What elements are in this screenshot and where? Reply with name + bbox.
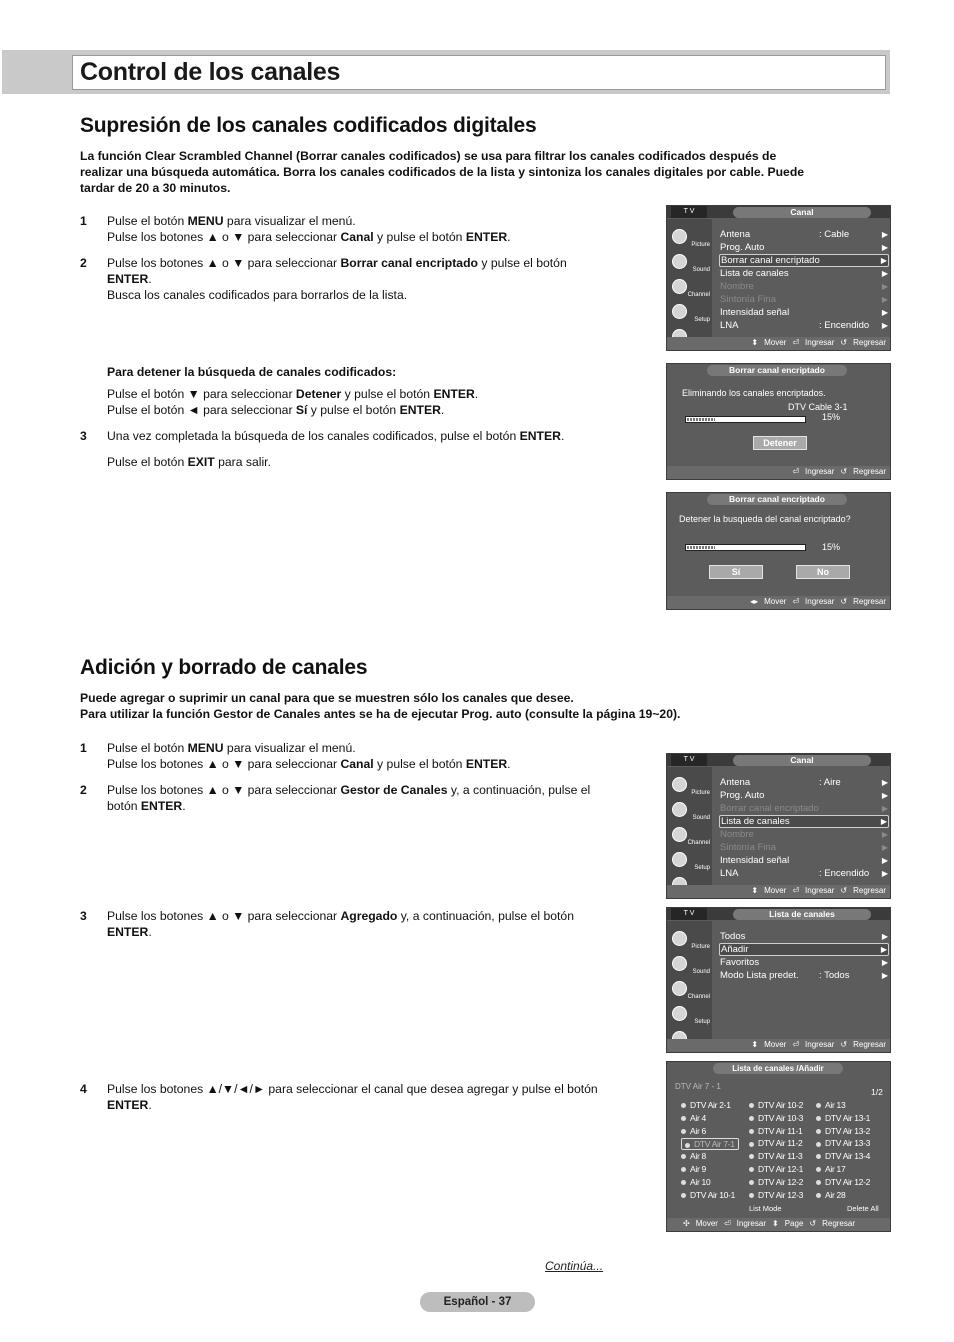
channel-icon xyxy=(672,279,687,294)
arrow-right-icon: ▶ xyxy=(881,804,888,813)
channel-add-icon xyxy=(749,1142,754,1147)
intro-line: tardar de 20 a 30 minutos. xyxy=(80,181,231,195)
channel-add-icon xyxy=(816,1193,821,1198)
osd-title: Canal xyxy=(733,755,871,766)
menu-item-label: Lista de canales xyxy=(720,268,789,279)
menu-item-label: Modo Lista predet. xyxy=(720,970,799,981)
move-icon: ✣ xyxy=(683,1219,690,1228)
channel-add-icon xyxy=(749,1116,754,1121)
channel-name: Air 28 xyxy=(825,1189,846,1200)
osd-menu-item[interactable] xyxy=(719,854,889,867)
osd-canal-menu-cable xyxy=(666,205,891,351)
step-line: Pulse el botón MENU para visualizar el menú. xyxy=(107,741,356,755)
channel-cell[interactable] xyxy=(681,1164,706,1174)
osd-canal-menu-air xyxy=(666,753,891,899)
no-button[interactable]: No xyxy=(796,565,850,579)
arrow-right-icon: ▶ xyxy=(881,791,888,800)
channel-name: Air 10 xyxy=(690,1176,711,1187)
menu-item-label: Sintonía Fina xyxy=(720,842,776,853)
channel-name: DTV Air 12-2 xyxy=(758,1176,804,1187)
channel-cell[interactable] xyxy=(816,1113,870,1123)
arrow-right-icon: ▶ xyxy=(881,282,888,291)
channel-cell[interactable] xyxy=(816,1177,870,1187)
channel-icon xyxy=(672,981,687,996)
osd-menu-item[interactable] xyxy=(719,956,889,969)
osd-menu-item[interactable] xyxy=(719,815,889,828)
osd-side-setup[interactable]: Setup xyxy=(670,302,710,324)
yes-button[interactable]: Sí xyxy=(709,565,763,579)
osd-title: Lista de canales /Añadir xyxy=(713,1063,843,1074)
osd-side-sound[interactable]: Sound xyxy=(670,954,710,976)
page-title: Control de los canales xyxy=(80,58,341,86)
stop-line: Pulse el botón ▼ para seleccionar Detener y pulse el botón ENTER. xyxy=(107,387,479,401)
progress-bar xyxy=(685,544,806,551)
channel-add-icon xyxy=(749,1154,754,1159)
channel-cell[interactable] xyxy=(816,1190,845,1200)
osd-menu-item[interactable] xyxy=(719,254,889,267)
return-icon: ↺ xyxy=(840,338,848,347)
stop-heading: Para detener la búsqueda de canales codificados: xyxy=(107,365,397,379)
move-icon: ⬍ xyxy=(751,338,759,347)
channel-add-icon xyxy=(681,1116,686,1121)
channel-add-icon xyxy=(681,1129,686,1134)
page-number: Español - 37 xyxy=(420,1292,535,1312)
channel-cell[interactable] xyxy=(749,1113,803,1123)
return-icon: ↺ xyxy=(840,886,848,895)
arrow-right-icon: ▶ xyxy=(880,256,887,265)
intro-line: La función Clear Scrambled Channel (Borrar canales codificados) se usa para filtrar los canales codificados después de xyxy=(80,149,777,163)
menu-item-label: Sintonía Fina xyxy=(720,294,776,305)
intro-line: Para utilizar la función Gestor de Canales antes se ha de ejecutar Prog. auto (consulte la página 19~20). xyxy=(80,707,681,721)
channel-cell[interactable] xyxy=(749,1177,803,1187)
menu-item-label: Borrar canal encriptado xyxy=(721,255,820,266)
osd-footer: ⬍ Mover ⏎ Ingresar ↺ Regresar xyxy=(751,1040,886,1049)
channel-name: DTV Air 11-2 xyxy=(758,1138,803,1149)
channel-add-icon xyxy=(816,1116,821,1121)
section-heading-add-delete: Adición y borrado de canales xyxy=(80,656,368,679)
progress-channel: DTV Cable 3-1 xyxy=(788,402,848,412)
osd-side-channel[interactable]: Channel xyxy=(670,277,710,299)
continue-link[interactable]: Continúa... xyxy=(545,1259,604,1273)
channel-cell[interactable] xyxy=(816,1164,845,1174)
progress-bar xyxy=(685,416,806,423)
osd-sidebar xyxy=(667,767,712,898)
return-icon: ↺ xyxy=(840,597,848,606)
channel-add-icon xyxy=(816,1103,821,1108)
delete-all-label: Delete All xyxy=(847,1204,879,1213)
channel-add-icon xyxy=(685,1143,690,1148)
sound-icon xyxy=(672,802,687,817)
menu-item-label: Intensidad señal xyxy=(720,855,790,866)
osd-menu-item[interactable] xyxy=(719,267,889,280)
channel-add-icon xyxy=(681,1193,686,1198)
step-line: Una vez completada la búsqueda de los canales codificados, pulse el botón ENTER. xyxy=(107,429,565,443)
menu-item-value: : Todos xyxy=(819,970,850,981)
arrow-right-icon: ▶ xyxy=(881,971,888,980)
step-3 xyxy=(80,908,650,940)
exit-instruction: Pulse el botón EXIT para salir. xyxy=(107,455,271,469)
osd-menu-item[interactable] xyxy=(719,280,889,293)
osd-menu-item[interactable] xyxy=(719,930,889,943)
menu-item-label: LNA xyxy=(720,868,739,879)
channel-cell[interactable] xyxy=(681,1100,731,1110)
arrow-right-icon: ▶ xyxy=(880,945,887,954)
step-number: 3 xyxy=(80,429,87,443)
osd-scramble-confirm xyxy=(666,492,891,610)
intro-line: realizar una búsqueda automática. Borra los canales codificados de la lista y sintoniza los canales digitales por cable. Puede xyxy=(80,165,805,179)
channel-name: DTV Air 13-2 xyxy=(825,1125,871,1136)
arrow-right-icon: ▶ xyxy=(881,778,888,787)
enter-icon: ⏎ xyxy=(792,597,800,606)
channel-add-icon xyxy=(749,1167,754,1172)
channel-cell[interactable] xyxy=(749,1100,803,1110)
menu-item-label: Prog. Auto xyxy=(720,790,765,801)
enter-icon: ⏎ xyxy=(792,886,800,895)
setup-icon xyxy=(672,304,687,319)
progress-percent: 15% xyxy=(822,542,841,552)
arrow-right-icon: ▶ xyxy=(881,230,888,239)
channel-add-icon xyxy=(816,1167,821,1172)
channel-add-icon xyxy=(681,1103,686,1108)
intro-scrambled xyxy=(80,148,880,196)
channel-name: DTV Air 7-1 xyxy=(694,1139,735,1150)
osd-menu-item[interactable] xyxy=(719,789,889,802)
osd-menu-item[interactable] xyxy=(719,841,889,854)
osd-title: Canal xyxy=(733,207,871,218)
step-line: ENTER. xyxy=(107,272,152,286)
osd-side-channel[interactable]: Channel xyxy=(670,825,710,847)
channel-add-icon xyxy=(816,1154,821,1159)
osd-menu-item[interactable] xyxy=(719,228,889,241)
page-icon: ⬍ xyxy=(772,1219,779,1228)
channel-name: DTV Air 12-3 xyxy=(758,1189,804,1200)
arrow-right-icon: ▶ xyxy=(881,308,888,317)
channel-cell[interactable] xyxy=(749,1138,802,1148)
move-icon: ⬍ xyxy=(751,1040,759,1049)
list-mode-label: List Mode xyxy=(749,1204,782,1213)
channel-cell[interactable] xyxy=(816,1151,870,1161)
channel-add-icon xyxy=(749,1180,754,1185)
osd-side-picture[interactable]: Picture xyxy=(670,775,710,797)
section-heading-scrambled: Supresión de los canales codificados digitales xyxy=(80,114,537,137)
step-2 xyxy=(80,782,650,814)
menu-item-value: : Encendido xyxy=(819,320,870,331)
intro-line: Puede agregar o suprimir un canal para que se muestren sólo los canales que desee. xyxy=(80,691,574,705)
step-line: botón ENTER. xyxy=(107,799,186,813)
arrow-right-icon: ▶ xyxy=(881,932,888,941)
channel-add-icon xyxy=(681,1154,686,1159)
return-icon: ↺ xyxy=(809,1219,817,1228)
channel-cell[interactable] xyxy=(816,1100,845,1110)
osd-tv-label: T V xyxy=(671,206,707,218)
osd-side-picture[interactable]: Picture xyxy=(670,227,710,249)
stop-line: Pulse el botón ◄ para seleccionar Sí y pulse el botón ENTER. xyxy=(107,403,445,417)
step-number: 4 xyxy=(80,1082,87,1096)
channel-name: Air 9 xyxy=(690,1164,706,1174)
arrow-right-icon: ▶ xyxy=(881,269,888,278)
detener-button[interactable]: Detener xyxy=(753,436,807,450)
enter-icon: ⏎ xyxy=(792,467,800,476)
current-channel: DTV Air 7 - 1 xyxy=(675,1082,721,1091)
channel-name: DTV Air 10-2 xyxy=(758,1100,804,1110)
picture-icon xyxy=(672,931,687,946)
step-line: ENTER. xyxy=(107,925,152,939)
step-line: Pulse los botones ▲ o ▼ para seleccionar Canal y pulse el botón ENTER. xyxy=(107,230,511,244)
step-line: ENTER. xyxy=(107,1098,152,1112)
step-number: 1 xyxy=(80,741,87,755)
channel-cell[interactable] xyxy=(681,1177,710,1187)
step-1 xyxy=(80,213,650,245)
progress-percent: 15% xyxy=(822,412,841,422)
menu-item-label: Intensidad señal xyxy=(720,307,790,318)
channel-name: DTV Air 13-4 xyxy=(825,1151,871,1162)
setup-icon xyxy=(672,852,687,867)
osd-footer: ✣ Mover ⏎ Ingresar ⬍ Page ↺ Regresar xyxy=(683,1219,855,1228)
osd-side-sound[interactable]: Sound xyxy=(670,800,710,822)
channel-cell[interactable] xyxy=(681,1126,706,1136)
osd-menu-item[interactable] xyxy=(719,943,889,956)
channel-name: DTV Air 11-1 xyxy=(758,1125,803,1136)
osd-menu-item[interactable] xyxy=(719,319,889,332)
osd-menu-item[interactable] xyxy=(719,828,889,841)
menu-item-value: : Cable xyxy=(819,229,850,240)
channel-cell[interactable] xyxy=(749,1164,803,1174)
return-icon: ↺ xyxy=(840,467,848,476)
picture-icon xyxy=(672,229,687,244)
osd-menu-item[interactable] xyxy=(719,241,889,254)
channel-cell[interactable] xyxy=(816,1138,870,1148)
channel-cell[interactable] xyxy=(681,1190,735,1200)
osd-menu-item[interactable] xyxy=(719,969,889,982)
step-line: Busca los canales codificados para borrarlos de la lista. xyxy=(107,288,408,302)
menu-item-value: : Aire xyxy=(819,777,841,788)
menu-item-label: Antena xyxy=(720,777,751,788)
channel-add-icon xyxy=(681,1180,686,1185)
channel-cell[interactable] xyxy=(681,1113,706,1123)
menu-item-label: Nombre xyxy=(720,281,754,292)
osd-menu-item[interactable] xyxy=(719,306,889,319)
menu-item-value: : Encendido xyxy=(819,868,870,879)
channel-cell[interactable] xyxy=(816,1126,870,1136)
osd-tv-label: T V xyxy=(671,908,707,920)
osd-side-setup[interactable]: Setup xyxy=(670,850,710,872)
arrow-right-icon: ▶ xyxy=(881,856,888,865)
channel-cell[interactable] xyxy=(749,1151,802,1161)
channel-name: Air 6 xyxy=(690,1125,706,1136)
osd-side-sound[interactable]: Sound xyxy=(670,252,710,274)
arrow-right-icon: ▶ xyxy=(881,321,888,330)
step-1 xyxy=(80,740,650,772)
channel-name: Air 8 xyxy=(690,1151,706,1162)
picture-icon xyxy=(672,777,687,792)
osd-footer: ◂▸ Mover ⏎ Ingresar ↺ Regresar xyxy=(750,597,886,606)
menu-item-label: Todos xyxy=(720,931,746,942)
enter-icon: ⏎ xyxy=(792,1040,800,1049)
channel-add-icon xyxy=(816,1180,821,1185)
arrow-right-icon: ▶ xyxy=(881,243,888,252)
osd-sidebar xyxy=(667,921,712,1052)
osd-side-channel[interactable]: Channel xyxy=(670,979,710,1001)
osd-title: Lista de canales xyxy=(733,909,871,920)
channel-name: Air 4 xyxy=(690,1112,706,1123)
channel-add-icon xyxy=(749,1103,754,1108)
step-line: Pulse el botón MENU para visualizar el menú. xyxy=(107,214,356,228)
menu-item-label: Prog. Auto xyxy=(720,242,765,253)
osd-menu-item[interactable] xyxy=(719,293,889,306)
channel-name: Air 17 xyxy=(825,1164,846,1174)
channel-add-icon xyxy=(681,1167,686,1172)
channel-name: DTV Air 12-1 xyxy=(758,1164,804,1174)
osd-footer: ⬍ Mover ⏎ Ingresar ↺ Regresar xyxy=(751,338,886,347)
stop-instructions xyxy=(107,386,647,418)
menu-item-label: Antena xyxy=(720,229,751,240)
step-line: Pulse los botones ▲ o ▼ para seleccionar Canal y pulse el botón ENTER. xyxy=(107,757,511,771)
osd-title: Borrar canal encriptado xyxy=(707,365,847,376)
channel-add-icon xyxy=(749,1129,754,1134)
enter-icon: ⏎ xyxy=(792,338,800,347)
osd-footer: ⏎ Ingresar ↺ Regresar xyxy=(792,467,886,476)
channel-name: DTV Air 2-1 xyxy=(690,1100,731,1110)
move-icon: ⬍ xyxy=(751,886,759,895)
channel-name: DTV Air 10-3 xyxy=(758,1112,804,1123)
step-number: 3 xyxy=(80,909,87,923)
osd-title: Borrar canal encriptado xyxy=(707,494,847,505)
step-2 xyxy=(80,255,650,303)
menu-item-label: Borrar canal encriptado xyxy=(720,803,819,814)
arrow-right-icon: ▶ xyxy=(881,958,888,967)
arrow-right-icon: ▶ xyxy=(881,843,888,852)
arrow-right-icon: ▶ xyxy=(881,869,888,878)
step-line: Pulse los botones ▲ o ▼ para seleccionar Agregado y, a continuación, pulse el botón xyxy=(107,909,574,923)
osd-scramble-progress xyxy=(666,363,891,480)
arrow-right-icon: ▶ xyxy=(881,295,888,304)
channel-name: DTV Air 13-3 xyxy=(825,1138,871,1149)
channel-cell[interactable] xyxy=(681,1138,739,1150)
osd-channel-add-grid xyxy=(666,1061,891,1232)
progress-message: Eliminando los canales encriptados. xyxy=(682,388,826,398)
step-line: Pulse los botones ▲ o ▼ para seleccionar Gestor de Canales y, a continuación, pulse el xyxy=(107,783,591,797)
channel-name: DTV Air 13-1 xyxy=(825,1112,871,1123)
move-lr-icon: ◂▸ xyxy=(750,597,759,606)
osd-menu-item[interactable] xyxy=(719,867,889,880)
arrow-right-icon: ▶ xyxy=(880,817,887,826)
step-4 xyxy=(80,1081,650,1113)
osd-channel-list-menu xyxy=(666,907,891,1053)
page-indicator: 1/2 xyxy=(871,1087,883,1097)
channel-icon xyxy=(672,827,687,842)
menu-item-label: Añadir xyxy=(721,944,749,955)
step-line: Pulse los botones ▲ o ▼ para seleccionar Borrar canal encriptado y pulse el botón xyxy=(107,256,567,270)
channel-cell[interactable] xyxy=(749,1126,802,1136)
osd-sidebar xyxy=(667,219,712,350)
intro-add-delete xyxy=(80,690,880,722)
sound-icon xyxy=(672,956,687,971)
menu-item-label: LNA xyxy=(720,320,739,331)
osd-side-picture[interactable]: Picture xyxy=(670,929,710,951)
channel-name: DTV Air 12-2 xyxy=(825,1176,871,1187)
channel-cell[interactable] xyxy=(749,1190,803,1200)
channel-add-icon xyxy=(816,1129,821,1134)
step-3 xyxy=(80,428,650,444)
confirm-message: Detener la busqueda del canal encriptado? xyxy=(679,514,851,524)
enter-icon: ⏎ xyxy=(723,1219,731,1228)
channel-add-icon xyxy=(816,1142,821,1147)
step-number: 2 xyxy=(80,783,87,797)
channel-name: DTV Air 11-3 xyxy=(758,1151,803,1162)
osd-menu-item[interactable] xyxy=(719,802,889,815)
menu-item-label: Favoritos xyxy=(720,957,760,968)
step-number: 1 xyxy=(80,214,87,228)
osd-side-setup[interactable]: Setup xyxy=(670,1004,710,1026)
menu-item-label: Nombre xyxy=(720,829,754,840)
channel-name: Air 13 xyxy=(825,1100,846,1110)
step-number: 2 xyxy=(80,256,87,270)
osd-menu-item[interactable] xyxy=(719,776,889,789)
step-line: Pulse los botones ▲/▼/◄/► para seleccionar el canal que desea agregar y pulse el botón xyxy=(107,1082,598,1096)
channel-add-icon xyxy=(749,1193,754,1198)
osd-footer: ⬍ Mover ⏎ Ingresar ↺ Regresar xyxy=(751,886,886,895)
menu-item-label: Lista de canales xyxy=(721,816,790,827)
osd-tv-label: T V xyxy=(671,754,707,766)
channel-cell[interactable] xyxy=(681,1151,706,1161)
return-icon: ↺ xyxy=(840,1040,848,1049)
setup-icon xyxy=(672,1006,687,1021)
sound-icon xyxy=(672,254,687,269)
arrow-right-icon: ▶ xyxy=(881,830,888,839)
channel-name: DTV Air 10-1 xyxy=(690,1189,736,1200)
